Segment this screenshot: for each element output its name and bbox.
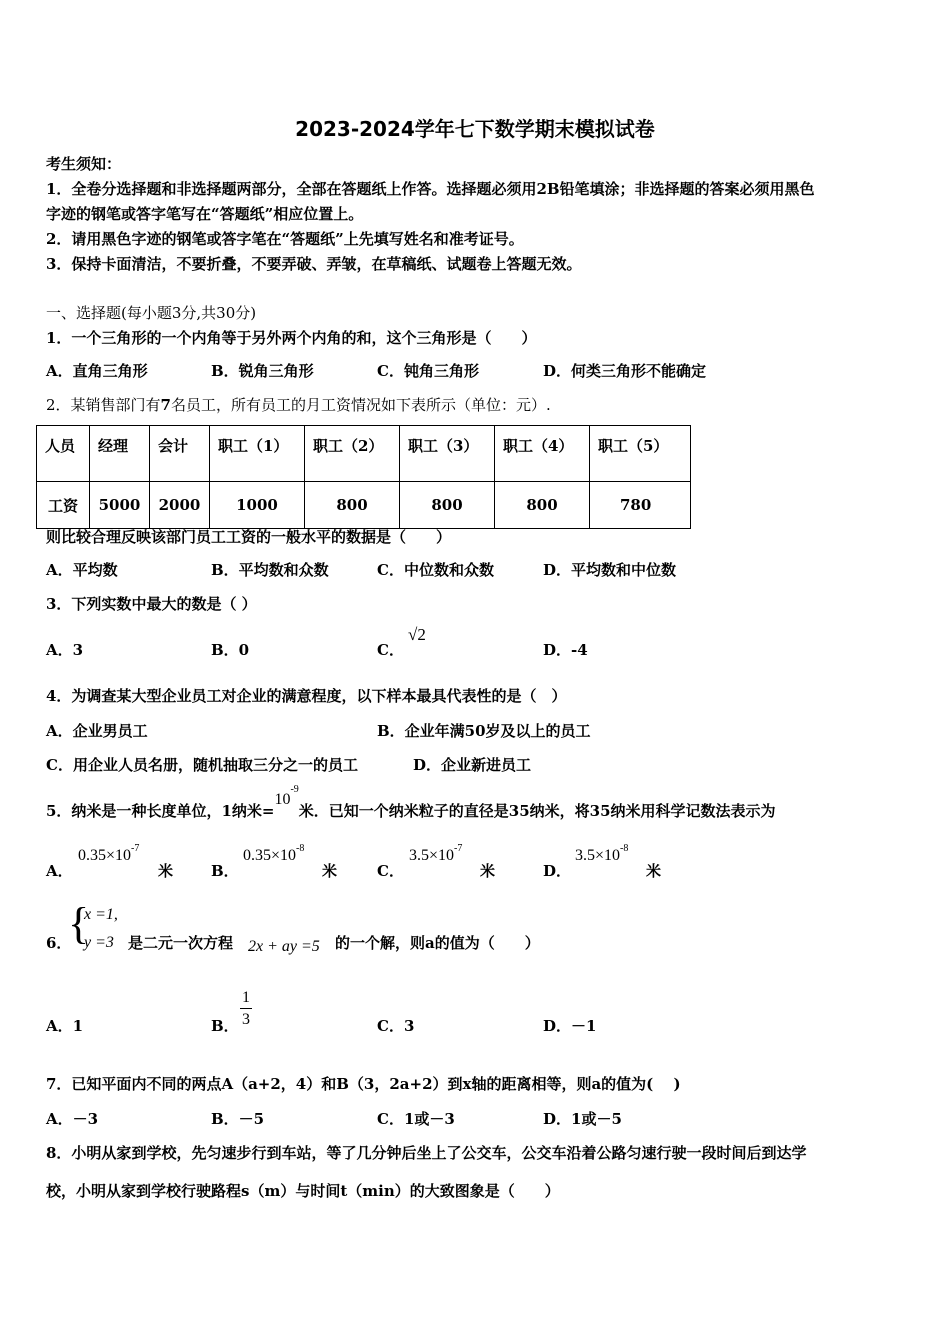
q5-option-b-unit: 米 xyxy=(322,862,338,880)
q5-option-c-label: C． xyxy=(377,862,404,880)
q5-option-d-base: 3.5×10 xyxy=(575,847,621,864)
q8-stem-line-2: 校，小明从家到学校行驶路程s（m）与时间t（min）的大致图象是（ ） xyxy=(46,1182,560,1200)
q5-option-d-label: D． xyxy=(543,862,572,880)
salary-table-value-row xyxy=(37,482,691,529)
salary-header-cell: 会计 xyxy=(150,426,210,482)
notice-line-1b: 字迹的钢笔或答字笔写在“答题纸”相应位置上。 xyxy=(46,205,364,223)
q3-option-c-label: C． xyxy=(377,641,404,659)
fraction-denominator: 3 xyxy=(242,1011,250,1028)
q5-option-a-base: 0.35×10 xyxy=(78,847,132,864)
salary-header-cell: 职工（2） xyxy=(305,426,400,482)
salary-value-cell: 800 xyxy=(305,482,400,529)
salary-value-cell: 1000 xyxy=(210,482,305,529)
q3-option-b: B．0 xyxy=(211,641,250,659)
q6-system-line-1: x =1, xyxy=(84,906,118,923)
q5-stem-b: 米．已知一个纳米粒子的直径是35纳米，将35纳米用科学记数法表示为 xyxy=(298,802,776,820)
notice-heading: 考生须知： xyxy=(46,155,122,173)
q6-number: 6． xyxy=(46,934,72,952)
q2-stem-a: 2．某销售部门有 xyxy=(46,396,161,414)
q6-option-d: D．－1 xyxy=(543,1017,597,1035)
notice-line-3: 3．保持卡面清洁，不要折叠，不要弄破、弄皱，在草稿纸、试题卷上答题无效。 xyxy=(46,255,582,273)
q5-option-c-exp: -7 xyxy=(454,843,463,854)
q5-option-a-exp: -7 xyxy=(131,843,140,854)
q4-option-b: B．企业年满50岁及以上的员工 xyxy=(377,722,591,740)
q3-option-d: D．-4 xyxy=(543,641,588,659)
q5-stem-a: 5．纳米是一种长度单位，1纳米= xyxy=(46,802,275,820)
q4-option-c: C．用企业人员名册，随机抽取三分之一的员工 xyxy=(46,756,358,774)
q5-option-a-label: A． xyxy=(46,862,73,880)
q1-option-c: C．钝角三角形 xyxy=(377,362,479,380)
q5-option-a-unit: 米 xyxy=(158,862,174,880)
q6-option-b-label: B． xyxy=(211,1017,239,1035)
q2-stem-num: 7 xyxy=(160,396,171,414)
q8-stem-line-1: 8．小明从家到学校，先匀速步行到车站，等了几分钟后坐上了公交车，公交车沿着公路匀速行驶一段时间后到达学 xyxy=(46,1144,807,1162)
salary-value-cell: 800 xyxy=(495,482,590,529)
q5-option-d-math xyxy=(575,843,629,865)
q7-stem: 7．已知平面内不同的两点A（a+2，4）和B（3，2a+2）到x轴的距离相等，则a的值为( ) xyxy=(46,1075,681,1093)
q2-option-d: D．平均数和中位数 xyxy=(543,561,677,579)
q5-stem-power-base: 10 xyxy=(274,791,291,808)
q6-option-a: A．1 xyxy=(46,1017,84,1035)
equation-system-brace: { xyxy=(68,899,90,948)
q5-option-a-math xyxy=(78,843,140,865)
q4-option-a: A．企业男员工 xyxy=(46,722,148,740)
q5-option-b-math xyxy=(243,843,305,865)
q7-option-d: D．1或－5 xyxy=(543,1110,622,1128)
q2-follow: 则比较合理反映该部门员工工资的一般水平的数据是（ ） xyxy=(46,528,452,546)
q5-option-c-math xyxy=(409,843,463,865)
q5-option-d-unit: 米 xyxy=(646,862,662,880)
q6-option-b-fraction xyxy=(240,990,252,1028)
q3-stem: 3．下列实数中最大的数是（ ） xyxy=(46,595,257,613)
q3-option-a: A．3 xyxy=(46,641,84,659)
q6-stem-mid: 是二元一次方程 xyxy=(128,934,234,952)
q7-option-a: A．－3 xyxy=(46,1110,99,1128)
q5-stem-power-exp: -9 xyxy=(290,784,299,795)
q5-stem-power xyxy=(274,784,299,808)
salary-value-cell: 780 xyxy=(590,482,691,529)
q6-system-line-2: y =3 xyxy=(84,934,114,951)
salary-header-cell: 职工（1） xyxy=(210,426,305,482)
q3-option-c-math: √2 xyxy=(408,625,426,644)
q1-stem: 1．一个三角形的一个内角等于另外两个内角的和，这个三角形是（ ） xyxy=(46,329,537,347)
notice-line-1a: 1．全卷分选择题和非选择题两部分，全部在答题纸上作答。选择题必须用2B铅笔填涂；非选择题的答案必须用黑色 xyxy=(46,180,815,198)
q2-stem-b: 名员工，所有员工的月工资情况如下表所示（单位：元）. xyxy=(170,396,551,414)
q5-option-d-exp: -8 xyxy=(620,843,629,854)
q5-option-b-label: B． xyxy=(211,862,239,880)
q4-option-d: D．企业新进员工 xyxy=(413,756,532,774)
q4-stem: 4．为调查某大型企业员工对企业的满意程度，以下样本最具代表性的是（ ） xyxy=(46,687,567,705)
q7-option-b: B．－5 xyxy=(211,1110,265,1128)
q1-option-a: A．直角三角形 xyxy=(46,362,148,380)
salary-value-cell: 5000 xyxy=(90,482,150,529)
q1-option-b: B．锐角三角形 xyxy=(211,362,314,380)
salary-header-cell: 人员 xyxy=(37,426,90,482)
q7-option-c: C．1或－3 xyxy=(377,1110,455,1128)
section-heading: 一、选择题(每小题3分,共30分) xyxy=(46,304,257,322)
salary-value-cell: 800 xyxy=(400,482,495,529)
salary-header-cell: 经理 xyxy=(90,426,150,482)
q6-stem-tail: 的一个解，则a的值为（ ） xyxy=(335,934,540,952)
salary-table-header-row xyxy=(37,426,691,482)
fraction-numerator: 1 xyxy=(240,990,252,1009)
q2-option-a: A．平均数 xyxy=(46,561,118,579)
q1-option-d: D．何类三角形不能确定 xyxy=(543,362,707,380)
q2-option-c: C．中位数和众数 xyxy=(377,561,494,579)
salary-header-cell: 职工（4） xyxy=(495,426,590,482)
page-title: 2023-2024学年七下数学期末模拟试卷 xyxy=(295,117,655,141)
q6-equation: 2x + ay =5 xyxy=(248,938,320,955)
q5-stem xyxy=(46,784,776,821)
q6-option-c: C．3 xyxy=(377,1017,415,1035)
notice-line-2: 2．请用黑色字迹的钢笔或答字笔在“答题纸”上先填写姓名和准考证号。 xyxy=(46,230,524,248)
q5-option-b-exp: -8 xyxy=(296,843,305,854)
salary-header-cell: 职工（5） xyxy=(590,426,691,482)
q5-option-c-unit: 米 xyxy=(480,862,496,880)
salary-table xyxy=(36,425,691,529)
q2-option-b: B．平均数和众数 xyxy=(211,561,329,579)
q2-stem xyxy=(46,394,551,415)
salary-header-cell: 职工（3） xyxy=(400,426,495,482)
salary-value-cell: 2000 xyxy=(150,482,210,529)
q5-option-c-base: 3.5×10 xyxy=(409,847,455,864)
salary-value-cell: 工资 xyxy=(37,482,90,529)
q5-option-b-base: 0.35×10 xyxy=(243,847,297,864)
